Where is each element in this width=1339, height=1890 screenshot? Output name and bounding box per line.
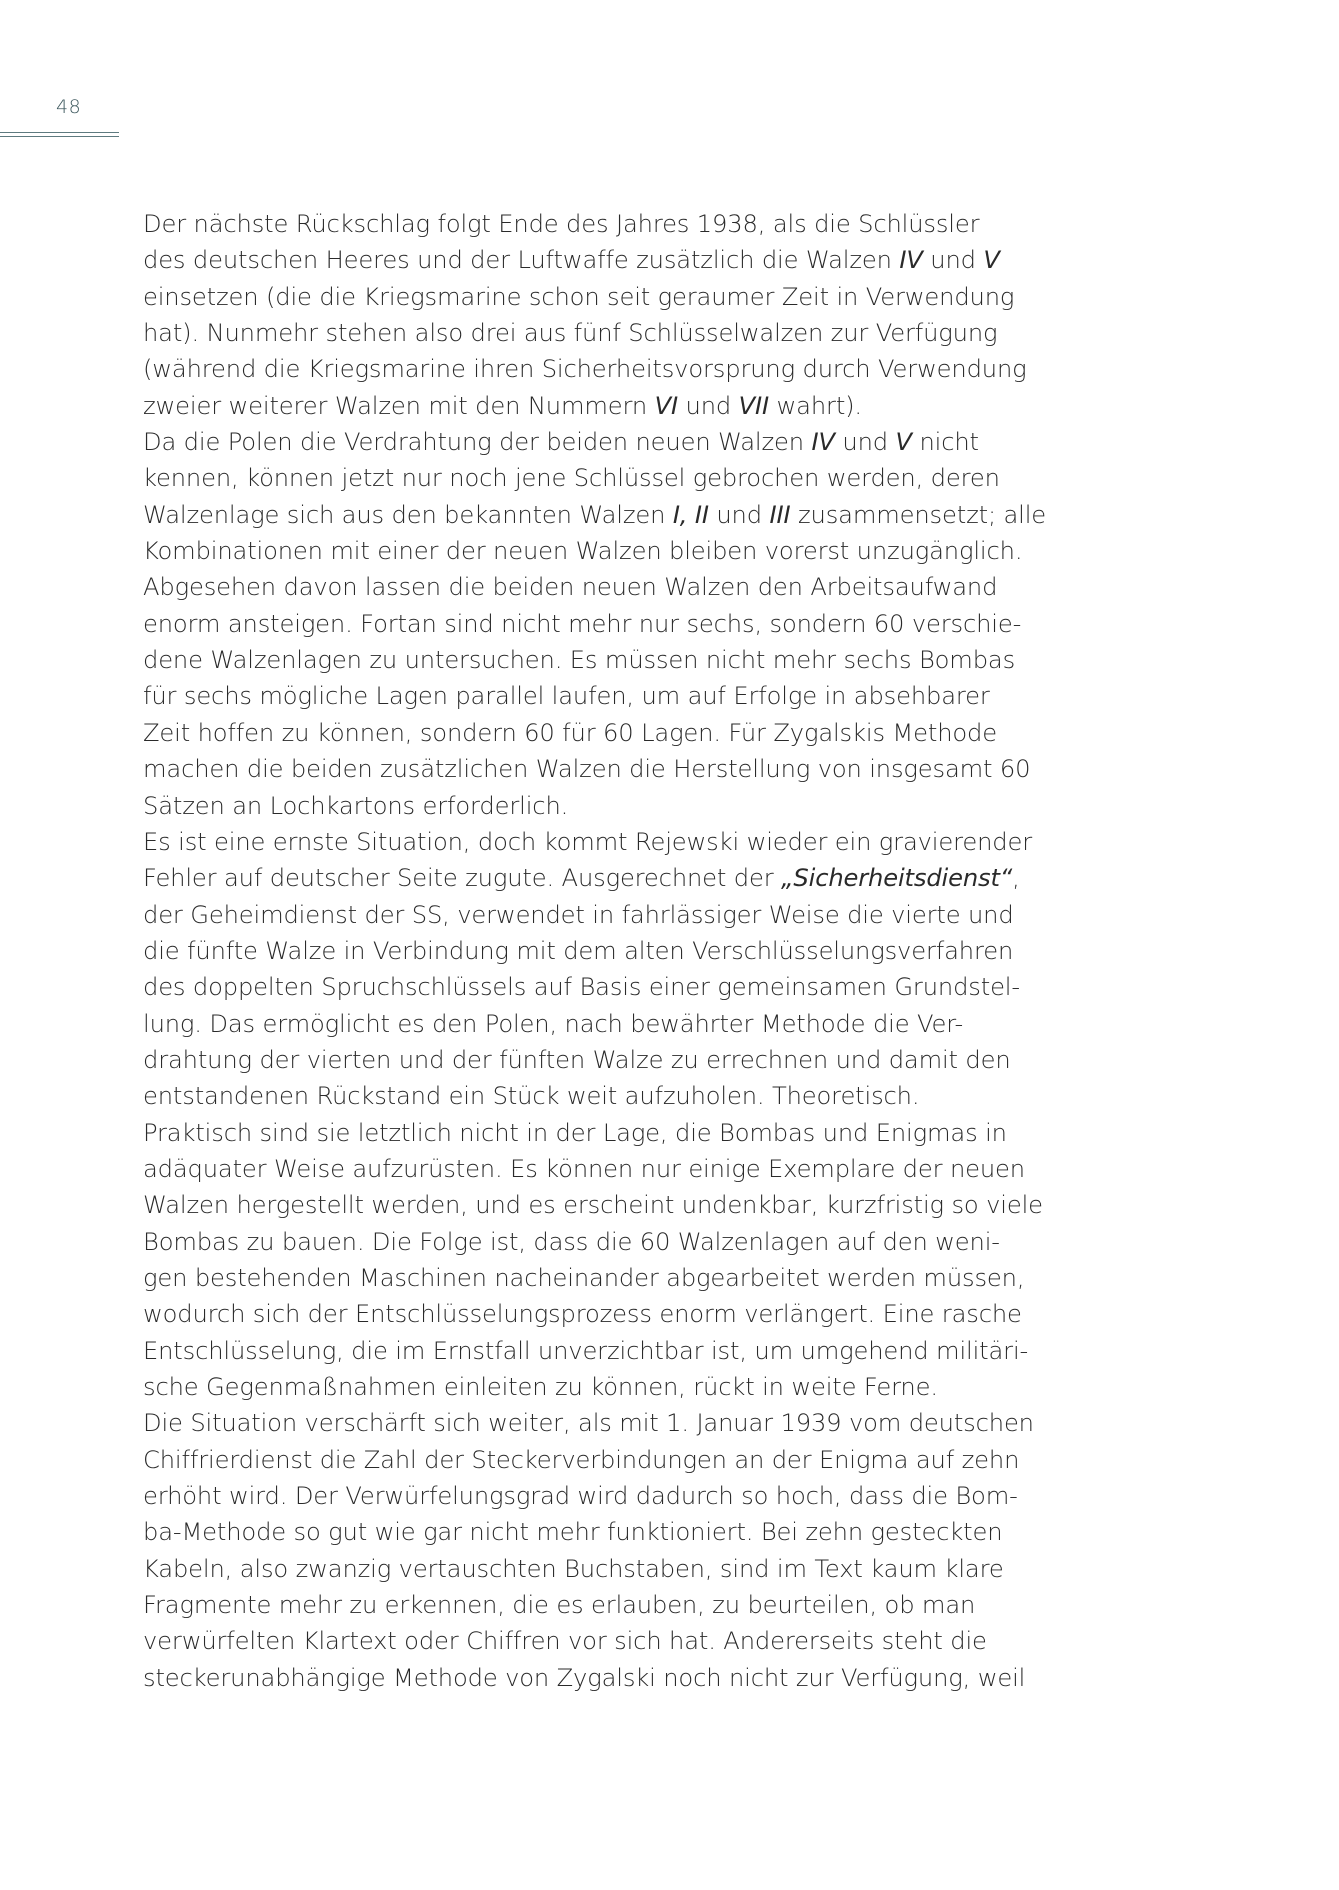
text-line: der Geheimdienst der SS, verwendet in fahrlässiger Weise die vierte und (143, 900, 1014, 929)
text-line: Walzen hergestellt werden, und es erscheint undenkbar, kurzfristig so viele (143, 1191, 1043, 1220)
header-rule-second (0, 136, 119, 137)
text-line: Entschlüsselung, die im Ernstfall unverzichtbar ist, um umgehend militäri- (143, 1336, 1029, 1365)
text-line: Sätzen an Lochkartons erforderlich. (143, 791, 569, 820)
text-line: Die Situation verschärft sich weiter, als mit 1. Januar 1939 vom deutschen (143, 1409, 1034, 1438)
text-line: kennen, können jetzt nur noch jene Schlüssel gebrochen werden, deren (143, 464, 1000, 493)
text-line: Kabeln, also zwanzig vertauschten Buchstaben, sind im Text kaum klare (143, 1554, 1004, 1583)
text-line: Walzenlage sich aus den bekannten Walzen I, II und III zusammensetzt; alle (143, 500, 1047, 529)
text-line: steckerunabhängige Methode von Zygalski noch nicht zur Verfügung, weil (143, 1663, 1026, 1692)
body-text (143, 206, 1047, 1696)
text-line: verwürfelten Klartext oder Chiffren vor sich hat. Andererseits steht die (143, 1627, 987, 1656)
text-line: Der nächste Rückschlag folgt Ende des Jahres 1938, als die Schlüssler (143, 210, 980, 238)
text-line: sche Gegenmaßnahmen einleiten zu können, rückt in weite Ferne. (143, 1373, 938, 1401)
text-line: hat). Nunmehr stehen also drei aus fünf Schlüsselwalzen zur Verfügung (143, 319, 998, 348)
text-line: dene Walzenlagen zu untersuchen. Es müssen nicht mehr sechs Bombas (143, 646, 1016, 675)
text-line: machen die beiden zusätzlichen Walzen die Herstellung von insgesamt 60 (143, 755, 1031, 784)
header-rule (0, 132, 119, 133)
text-line: zweier weiterer Walzen mit den Nummern VI und VII wahrt). (143, 391, 862, 420)
text-line: Bombas zu bauen. Die Folge ist, dass die 60 Walzenlagen auf den weni- (143, 1227, 1000, 1256)
text-line: des deutschen Heeres und der Luftwaffe zusätzlich die Walzen IV und V (143, 246, 1000, 275)
text-line: Zeit hoffen zu können, sondern 60 für 60 Lagen. Für Zygalskis Methode (143, 718, 997, 747)
text-line: adäquater Weise aufzurüsten. Es können nur einige Exemplare der neuen (143, 1154, 1025, 1183)
text-line: für sechs mögliche Lagen parallel laufen, um auf Erfolge in absehbarer (143, 682, 990, 711)
text-line: lung. Das ermöglicht es den Polen, nach bewährter Methode die Ver- (143, 1009, 964, 1038)
text-line: Es ist eine ernste Situation, doch kommt Rejewski wieder ein gravierender (143, 827, 1032, 856)
text-line: Chiffrierdienst die Zahl der Steckerverbindungen an der Enigma auf zehn (143, 1445, 1020, 1474)
text-line: einsetzen (die die Kriegsmarine schon seit geraumer Zeit in Verwendung (143, 282, 1015, 311)
text-line: erhöht wird. Der Verwürfelungsgrad wird dadurch so hoch, dass die Bom- (143, 1482, 1018, 1511)
page-number: 48 (56, 96, 82, 118)
text-line: Abgesehen davon lassen die beiden neuen Walzen den Arbeitsaufwand (143, 573, 998, 602)
text-line: drahtung der vierten und der fünften Walze zu errechnen und damit den (143, 1045, 1011, 1074)
text-line: entstandenen Rückstand ein Stück weit aufzuholen. Theoretisch. (143, 1082, 920, 1111)
text-line: Fragmente mehr zu erkennen, die es erlauben, zu beurteilen, ob man (143, 1591, 976, 1620)
text-line: enorm ansteigen. Fortan sind nicht mehr nur sechs, sondern 60 verschie- (143, 609, 1022, 638)
text-line: Da die Polen die Verdrahtung der beiden neuen Walzen IV und V nicht (143, 428, 979, 457)
text-line: Kombinationen mit einer der neuen Walzen bleiben vorerst unzugänglich. (143, 537, 1023, 566)
text-line: des doppelten Spruchschlüssels auf Basis einer gemeinsamen Grundstel- (143, 973, 1020, 1002)
text-line: wodurch sich der Entschlüsselungsprozess enorm verlängert. Eine rasche (143, 1300, 1022, 1329)
text-line: die fünfte Walze in Verbindung mit dem alten Verschlüsselungsverfahren (143, 936, 1014, 965)
text-line: gen bestehenden Maschinen nacheinander abgearbeitet werden müssen, (143, 1263, 1025, 1292)
text-line: (während die Kriegsmarine ihren Sicherheitsvorsprung durch Verwendung (143, 355, 1027, 384)
text-line: ba-Methode so gut wie gar nicht mehr funktioniert. Bei zehn gesteckten (143, 1518, 1003, 1547)
text-line: Praktisch sind sie letztlich nicht in der Lage, die Bombas und Enigmas in (143, 1118, 1007, 1147)
text-line: Fehler auf deutscher Seite zugute. Ausgerechnet der „Sicherheitsdienst“, (143, 864, 1020, 893)
